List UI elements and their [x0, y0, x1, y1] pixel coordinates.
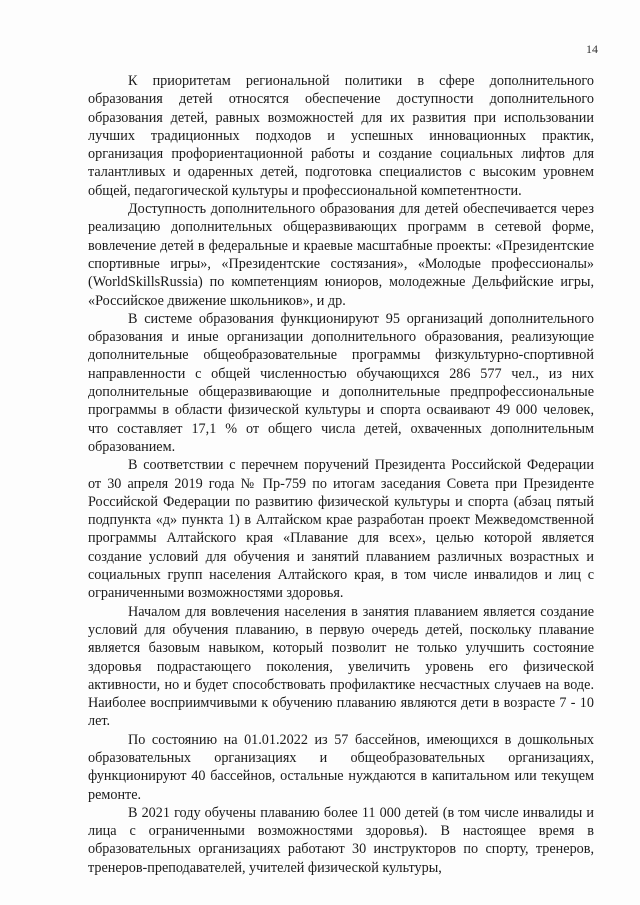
paragraph-2021-results: В 2021 году обучены плаванию более 11 000 детей (в том числе инвалиды и лица с ограниченными возможностями здоровья). В настоящее время в образовательных организациях работают 30 инструкторов по спорту, тренеров, тренеров-преподавателей, учителей физической культуры,	[88, 804, 594, 876]
paragraph-regional-priorities: К приоритетам региональной политики в сфере дополнительного образования детей относятся обеспечение доступности дополнительного образования детей, равных возможностей для их развития при использовании лучших традиционных подходов и успешных инновационных практик, организация профориентационной работы и создание социальных лифтов для талантливых и одаренных детей, подготовка специалистов с высоким уровнем общей, педагогической культуры и профессиональной компетентности.	[88, 73, 594, 199]
paragraph-presidential-instructions: В соответствии с перечнем поручений Президента Российской Федерации от 30 апреля 2019 года № Пр-759 по итогам заседания Совета при Президенте Российской Федерации по развитию физической культуры и спорта (абзац пятый подпункта «д» пункта 1) в Алтайском крае разработан проект Межведомственной программы Алтайского края «Плавание для всех», целью которой является создание условий для обучения и занятий плаванием различных возрастных и социальных групп населения Алтайского края, в том числе инвалидов и лиц с ограниченными возможностями здоровья.	[88, 457, 594, 602]
paragraph-swimming-conditions: Началом для вовлечения населения в занятия плаванием является создание условий для обучения плаванию, в первую очередь детей, поскольку плавание является базовым навыком, который позволит не только улучшить состояние здоровья подрастающего поколения, увеличить уровень его физической активности, но и будет способствовать профилактике несчастных случаев на воде. Наиболее восприимчивыми к обучению плаванию являются дети в возрасте 7 - 10 лет.	[88, 603, 594, 730]
paragraph-pools-status: По состоянию на 01.01.2022 из 57 бассейнов, имеющихся в дошкольных образовательных организациях и общеобразовательных организациях, функционируют 40 бассейнов, остальные нуждаются в капитальном или текущем ремонте.	[88, 731, 594, 803]
document-body	[88, 72, 594, 877]
paragraph-accessibility: Доступность дополнительного образования для детей обеспечивается через реализацию дополнительных общеразвивающих программ в сетевой форме, вовлечение детей в федеральные и краевые масштабные проекты: «Президентские спортивные игры», «Президентские состязания», «Молодые профессионалы» (WorldSkillsRussia) по компетенциям юниоров, молодежные Дельфийские игры, «Российское движение школьников», и др.	[88, 201, 594, 309]
paragraph-education-system: В системе образования функционируют 95 организаций дополнительного образования и иные организации дополнительного образования, реализующие дополнительные общеобразовательные программы физкультурно-спортивной направленности с общей численностью обучающихся 286 577 чел., из них дополнительные общеразвивающие и дополнительные предпрофессиональные программы в области физической культуры и спорта осваивают 49 000 человек, что составляет 17,1 % от общего числа детей, охваченных дополнительным образованием.	[88, 310, 594, 455]
page-number: 14	[586, 42, 598, 56]
